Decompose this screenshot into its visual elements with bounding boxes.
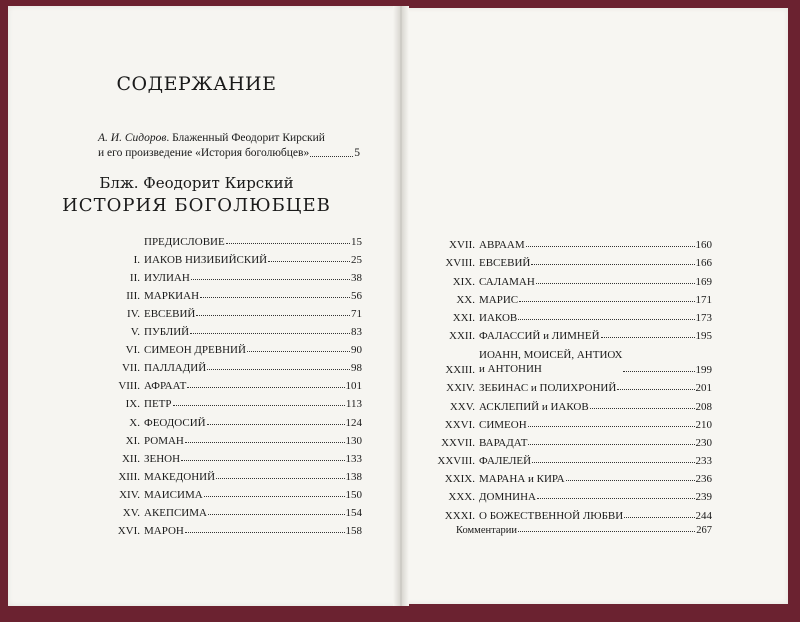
entry-number: I. [133, 254, 140, 267]
toc-entry [100, 483, 362, 501]
entry-page: 158 [345, 524, 362, 537]
entry-page: 56 [351, 290, 362, 303]
toc-entry [100, 429, 362, 447]
leader-dots [532, 462, 694, 463]
entry-page: 130 [345, 434, 362, 447]
entry-page: 71 [351, 308, 362, 321]
toc-entry [100, 374, 362, 392]
entry-title: ЕВСЕВИЙ [479, 257, 531, 270]
entry-title: ЕВСЕВИЙ [144, 308, 196, 321]
leader-dots [185, 532, 345, 533]
entry-number: VII. [121, 362, 140, 375]
entry-number: XX. [456, 293, 475, 306]
entry-title: МАКЕДОНИЙ [144, 470, 216, 483]
entry-number: XXIV. [446, 382, 475, 395]
toc-entry [430, 376, 712, 394]
toc-entry [430, 503, 712, 521]
entry-page: 25 [351, 254, 362, 267]
entry-page: 169 [695, 275, 712, 288]
entry-page: 239 [695, 491, 712, 504]
entry-title: ВАРАДАТ [479, 436, 528, 449]
entry-page: 171 [695, 293, 712, 306]
entry-title: ИАКОВ НИЗИБИЙСКИЙ [144, 254, 268, 267]
toc-entry [100, 302, 362, 320]
leader-dots [617, 389, 694, 390]
entry-title: МАРИС [479, 293, 519, 306]
entry-number: XXIII. [445, 364, 475, 377]
entry-page: 233 [695, 455, 712, 468]
toc-entry [100, 392, 362, 410]
leader-dots [537, 498, 694, 499]
entry-number: IV. [127, 308, 140, 321]
entry-page: 236 [695, 473, 712, 486]
entry-number: XIII. [118, 470, 140, 483]
leader-dots [624, 517, 694, 518]
leader-dots [531, 264, 694, 265]
entry-title: СИМЕОН ДРЕВНИЙ [144, 344, 246, 357]
intro-page: 5 [354, 147, 360, 159]
toc-entry [100, 501, 362, 519]
entry-page: 160 [695, 239, 712, 252]
entry-title: ФЕОДОСИЙ [144, 416, 206, 429]
entry-number: XXX. [448, 491, 475, 504]
leader-dots [200, 297, 350, 298]
intro-line-1 [98, 131, 360, 146]
toc-entry [100, 230, 362, 248]
entry-title: АКЕПСИМА [144, 506, 207, 519]
entry-number: II. [129, 272, 140, 285]
leader-dots [207, 369, 350, 370]
leader-dots [207, 424, 345, 425]
entry-page: 210 [695, 418, 712, 431]
comments-label: Комментарии [456, 525, 517, 536]
work-author: Блж. Феодорит Кирский [99, 174, 294, 192]
toc-entry [100, 465, 362, 483]
leader-dots [310, 146, 353, 157]
entry-title [479, 348, 622, 376]
leader-dots [190, 333, 350, 334]
toc-entry [430, 288, 712, 306]
leader-dots [216, 478, 344, 479]
entry-title: ПУБЛИЙ [144, 326, 190, 339]
entry-page: 101 [345, 380, 362, 393]
leader-dots [173, 405, 345, 406]
entry-title: ПАЛЛАДИЙ [144, 362, 207, 375]
leader-dots [519, 301, 694, 302]
toc-entry [100, 320, 362, 338]
entry-title-line-2: и АНТОНИН [479, 363, 542, 376]
intro-line-2 [98, 146, 360, 161]
leader-dots [226, 243, 350, 244]
toc-entry [430, 342, 712, 376]
entry-number: XVII. [449, 239, 475, 252]
leader-dots [528, 426, 695, 427]
leader-dots [191, 279, 350, 280]
entry-number: XIX. [452, 275, 475, 288]
entry-number: XVIII. [445, 257, 475, 270]
toc-entry [430, 394, 712, 412]
comments-page: 267 [696, 525, 712, 536]
entry-title: СИМЕОН [479, 418, 527, 431]
entry-page: 195 [695, 330, 712, 343]
entry-number: XI. [125, 434, 140, 447]
leader-dots [187, 387, 344, 388]
entry-page: 133 [345, 452, 362, 465]
entry-number: XVI. [117, 524, 140, 537]
toc-entry [430, 269, 712, 287]
entry-title: САЛАМАН [479, 275, 535, 288]
leader-dots [204, 496, 345, 497]
toc-entry [430, 431, 712, 449]
entry-number: XXI. [452, 311, 475, 324]
entry-page: 38 [351, 272, 362, 285]
toc-entry [100, 447, 362, 465]
toc-entry [100, 284, 362, 302]
entry-title: МАИСИМА [144, 488, 203, 501]
toc-entry [100, 248, 362, 266]
entry-number: XV. [122, 506, 140, 519]
intro-entry [98, 131, 360, 161]
entry-page: 173 [695, 311, 712, 324]
leader-dots [590, 408, 695, 409]
entry-number: XXVI. [444, 418, 475, 431]
entry-title: ИУЛИАН [144, 272, 190, 285]
entry-number: XIV. [119, 488, 140, 501]
intro-title-part2: и его произведение «История боголюбцев» [98, 147, 310, 159]
entry-page: 15 [351, 236, 362, 249]
toc-entry [100, 519, 362, 537]
entry-number: X. [129, 416, 140, 429]
entry-title: МАРОН [144, 524, 184, 537]
toc-entry [430, 467, 712, 485]
toc-entry [430, 485, 712, 503]
book-spine-gutter [393, 6, 409, 606]
entry-page: 199 [695, 364, 712, 377]
leader-dots [601, 337, 695, 338]
entry-title: ИАКОВ [479, 311, 518, 324]
entry-title: ПРЕДИСЛОВИЕ [144, 236, 225, 249]
entry-page: 98 [351, 362, 362, 375]
toc-entry [430, 449, 712, 467]
entry-page: 201 [695, 382, 712, 395]
entry-number: VI. [125, 344, 140, 357]
entry-title: ЗЕБИНАС и ПОЛИХРОНИЙ [479, 382, 617, 395]
toc-list-left [100, 230, 362, 537]
entry-page: 113 [345, 398, 362, 411]
toc-entry [430, 413, 712, 431]
leader-dots [185, 442, 345, 443]
leader-dots [518, 531, 695, 532]
entry-number: III. [126, 290, 140, 303]
entry-page: 83 [351, 326, 362, 339]
entry-page: 124 [345, 416, 362, 429]
toc-list-right [430, 233, 712, 522]
entry-title: МАРКИАН [144, 290, 200, 303]
entry-number: VIII. [118, 380, 140, 393]
entry-title: ЗЕНОН [144, 452, 181, 465]
entry-number: XXVII. [441, 436, 475, 449]
entry-number: V. [130, 326, 140, 339]
intro-title-part1: . Блаженный Феодорит Кирский [166, 132, 325, 144]
entry-page: 208 [695, 400, 712, 413]
entry-number: XII. [121, 452, 140, 465]
entry-number: IX. [125, 398, 140, 411]
entry-page: 230 [695, 436, 712, 449]
leader-dots [181, 460, 344, 461]
toc-entry [100, 266, 362, 284]
entry-title: О БОЖЕСТВЕННОЙ ЛЮБВИ [479, 509, 624, 522]
entry-number: XXII. [449, 330, 475, 343]
toc-entry [100, 338, 362, 356]
toc-heading: СОДЕРЖАНИЕ [116, 73, 277, 95]
toc-entry [430, 251, 712, 269]
entry-page: 166 [695, 257, 712, 270]
entry-title-line-1: ИОАНН, МОИСЕЙ, АНТИОХ [479, 349, 623, 362]
entry-page: 154 [345, 506, 362, 519]
entry-page: 138 [345, 470, 362, 483]
entry-number: XXIX. [444, 473, 475, 486]
toc-entry [430, 306, 712, 324]
entry-number: XXXI. [444, 509, 475, 522]
toc-entry [100, 410, 362, 428]
entry-title: МАРАНА и КИРА [479, 473, 565, 486]
entry-title: ПЕТР [144, 398, 172, 411]
entry-number: XXV. [449, 400, 475, 413]
entry-title: ФАЛАССИЙ и ЛИМНЕЙ [479, 330, 600, 343]
leader-dots [518, 319, 694, 320]
leader-dots [528, 444, 694, 445]
leader-dots [196, 315, 350, 316]
entry-page: 150 [345, 488, 362, 501]
entry-page: 244 [695, 509, 712, 522]
leader-dots [208, 514, 345, 515]
leader-dots [247, 351, 350, 352]
work-title: ИСТОРИЯ БОГОЛЮБЦЕВ [62, 195, 331, 216]
toc-entry [430, 324, 712, 342]
comments-entry [456, 525, 712, 536]
entry-title: АСКЛЕПИЙ и ИАКОВ [479, 400, 589, 413]
entry-title: ФАЛЕЛЕЙ [479, 455, 532, 468]
leader-dots [526, 246, 695, 247]
entry-number: XXVIII. [437, 455, 475, 468]
leader-dots [566, 480, 695, 481]
toc-entry [100, 356, 362, 374]
entry-title: ДОМНИНА [479, 491, 537, 504]
entry-title: РОМАН [144, 434, 184, 447]
entry-page: 90 [351, 344, 362, 357]
leader-dots [536, 283, 695, 284]
leader-dots [623, 371, 694, 372]
toc-entry [430, 233, 712, 251]
entry-title: АВРААМ [479, 239, 525, 252]
leader-dots [268, 261, 350, 262]
entry-title: АФРААТ [144, 380, 187, 393]
intro-author: А. И. Сидоров [98, 132, 167, 144]
